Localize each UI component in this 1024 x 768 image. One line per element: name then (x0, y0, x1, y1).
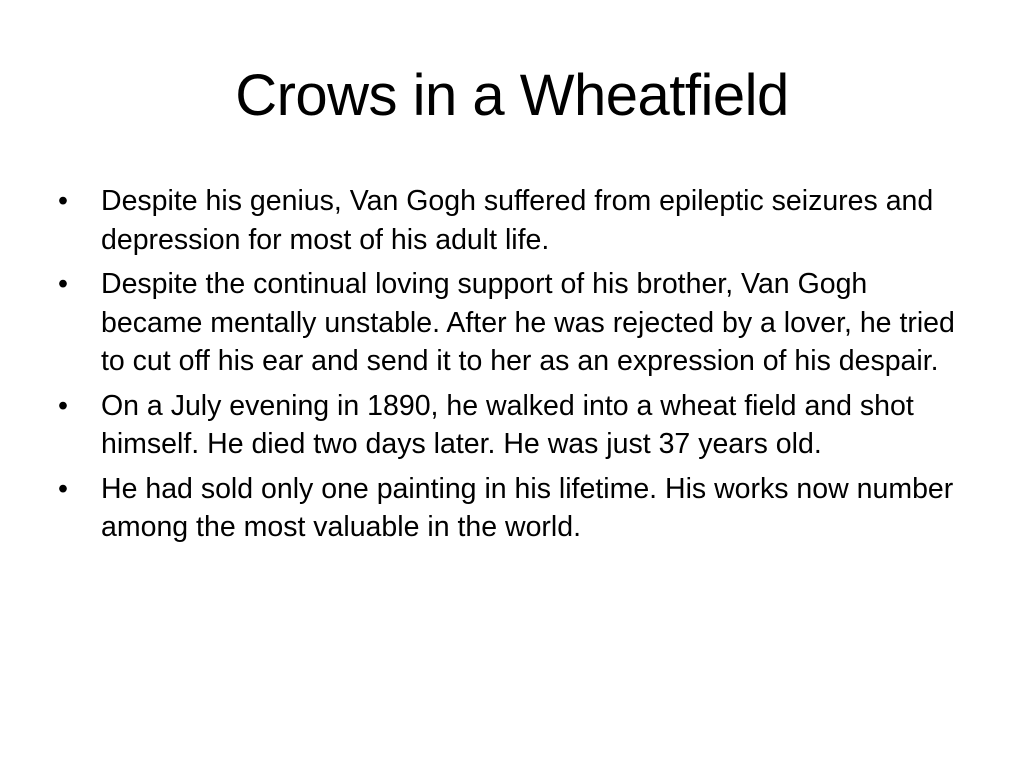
bullet-text-1: Despite his genius, Van Gogh suffered from epileptic seizures and depression for most of his adult life. (101, 185, 934, 256)
bullet-marker: • (58, 185, 68, 217)
bullet-item-3 (58, 387, 968, 464)
bullet-item-1 (58, 182, 968, 259)
bullet-list (58, 182, 968, 553)
bullet-marker: • (58, 268, 68, 300)
bullet-text-2: Despite the continual loving support of his brother, Van Gogh became mentally unstable. After he was rejected by a lover, he tried to cut off his ear and send it to her as an expression of his despair. (101, 268, 955, 377)
bullet-marker: • (58, 389, 68, 422)
bullet-text-3: On a July evening in 1890, he walked into a wheat field and shot himself. He died two days later. He was just 37 years old. (101, 389, 914, 460)
bullet-item-4 (58, 470, 968, 547)
slide-title: Crows in a Wheatfield (235, 63, 789, 128)
bullet-text-4: He had sold only one painting in his lifetime. His works now number among the most valuable in the world. (101, 472, 954, 543)
bullet-item-2 (58, 265, 968, 381)
bullet-marker: • (58, 472, 68, 505)
